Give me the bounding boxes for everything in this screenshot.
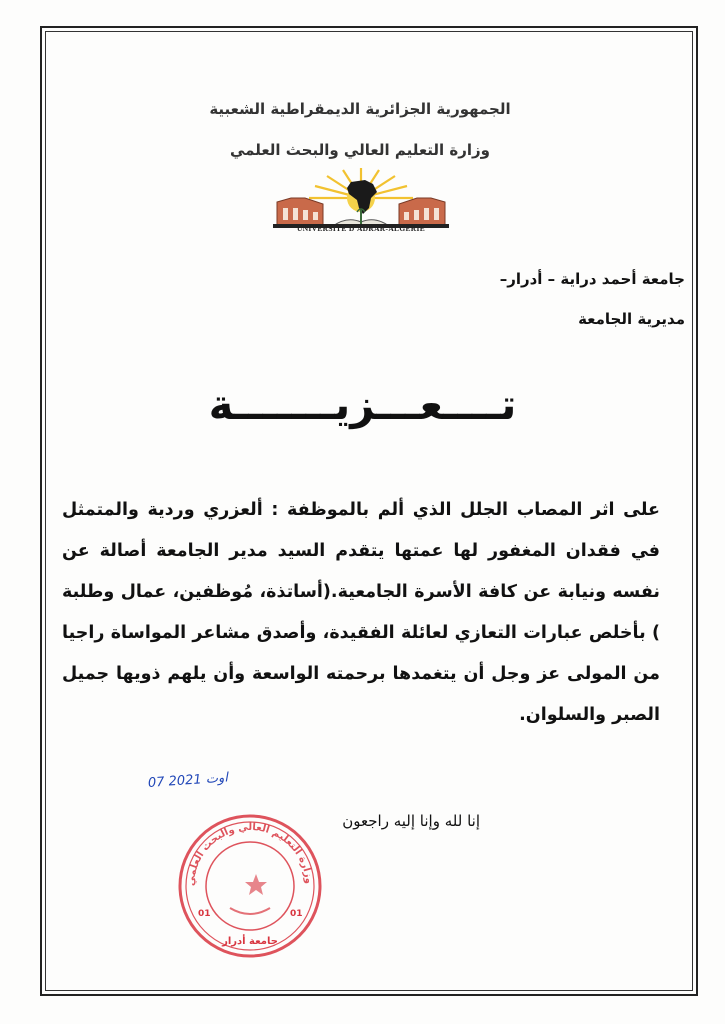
stamp-number-left: 01 <box>198 909 211 919</box>
header-ministry: وزارة التعليم العالي والبحث العلمي <box>229 141 491 159</box>
stamp-ring-text: وزارة التعليم العالي والبحث العلمي <box>185 821 315 887</box>
handwritten-date: 07 اوت 2021 <box>147 770 229 791</box>
institution-name: جامعة أحمد دراية – أدرار– <box>499 270 685 288</box>
official-stamp-icon <box>176 812 324 960</box>
condolence-body: على اثر المصاب الجلل الذي ألم بالموظفة : ألعزري وردية والمتمثل في فقدان المغفور لها عمتها يتقدم السيد مدير الجامعة أصالة عن نفسه ونيابة عن كافة الأسرة الجامعية.(أساتذة، مُوظفين، عمال وطلبة ) بأخلص عبارات التعازي لعائلة الفقيدة، وأصدق مشاعر المواساة راجيا من المولى عز وجل أن يتغمدها برحمته الواسعة وأن يلهم ذويها جميل الصبر والسلوان. <box>62 500 660 725</box>
stamp-bottom-text: جامعة أدرار <box>222 936 278 947</box>
logo-caption: UNIVERSITÉ D'ADRAR-ALGÉRIE <box>296 224 426 233</box>
header-republic: الجمهورية الجزائرية الديمقراطية الشعبية <box>209 100 511 118</box>
institution-directorate: مديرية الجامعة <box>578 310 685 328</box>
stamp-number-right: 01 <box>290 909 303 919</box>
closing-phrase: إنا لله وإنا إليه راجعون <box>342 812 480 830</box>
document-title: تــــعـــزيـــــــة <box>208 380 517 429</box>
